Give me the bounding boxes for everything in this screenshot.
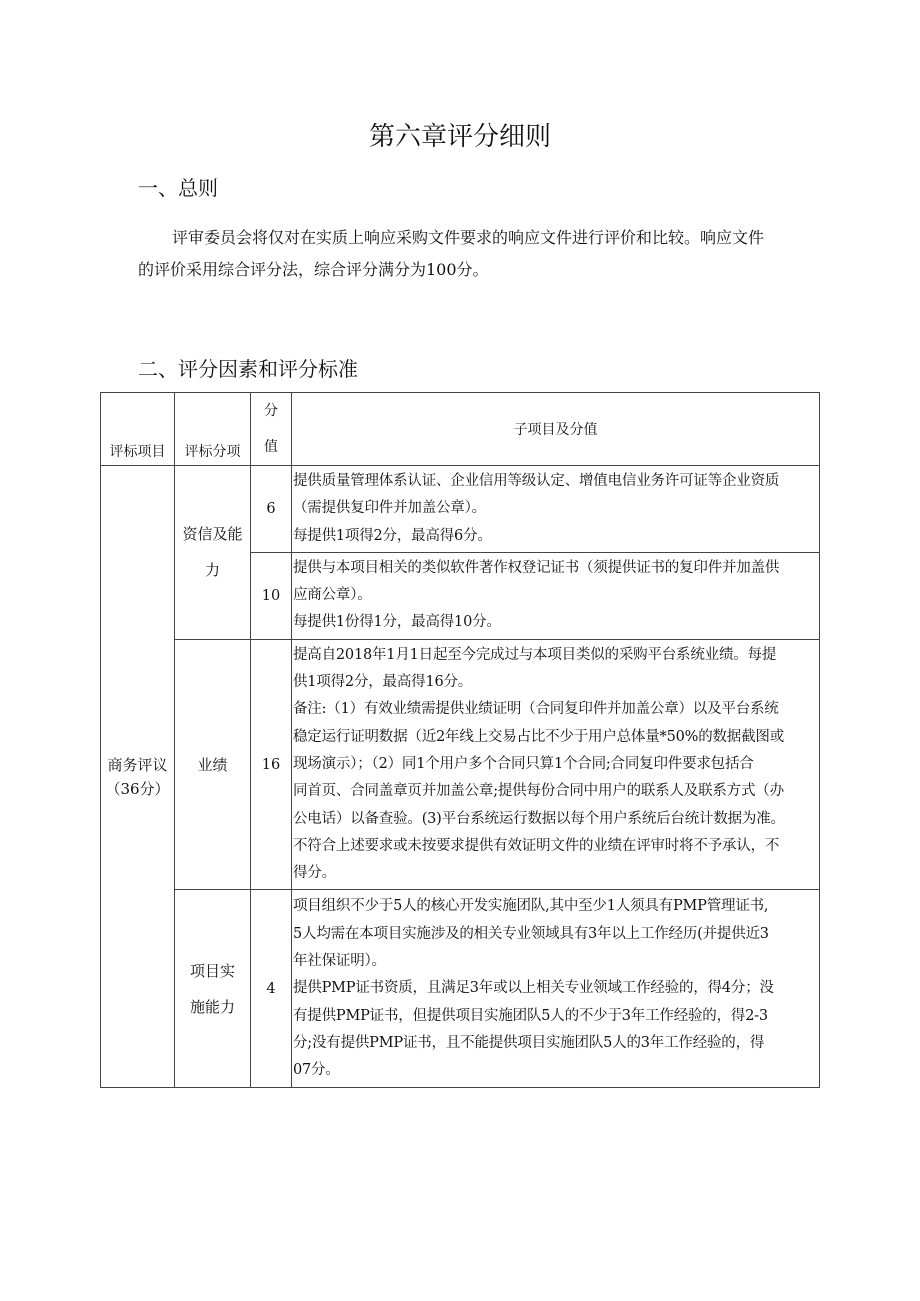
section-heading-general: 一、总则 (138, 176, 218, 200)
score-cell: 10 (251, 552, 292, 639)
header-item: 评标项目 (101, 393, 175, 466)
detail-line: 不符合上述要求或未按要求提供有效证明文件的业绩在评审时将不予承认，不 (293, 837, 780, 854)
detail-line: 稳定运行证明数据（近2年线上交易占比不少于用户总体量*50%的数据截图或 (293, 728, 785, 745)
detail-line: 年社保证明）。 (293, 953, 386, 969)
detail-line: 得分。 (293, 865, 336, 882)
header-detail: 子项目及分值 (292, 393, 820, 466)
table-row (101, 890, 820, 1088)
detail-line: 5人均需在本项目实施涉及的相关专业领域具有3年以上工作经历(并提供近3 (293, 925, 769, 942)
detail-line: 提供PMP证书资质，且满足3年或以上相关专业领域工作经验的，得4分；没 (293, 980, 774, 997)
detail-cell (292, 466, 820, 553)
header-score-1: 分 (264, 403, 278, 419)
sub-cell: 业绩 (175, 639, 251, 890)
detail-line: 每提供1份得1分，最高得10分。 (293, 614, 501, 631)
section-heading-scoring: 二、评分因素和评分标准 (138, 357, 358, 381)
score-cell: 4 (251, 890, 292, 1088)
detail-cell (292, 890, 820, 1088)
page-title: 第六章评分细则 (368, 122, 551, 152)
detail-line: 供1项得2分，最高得16分。 (293, 674, 473, 691)
detail-line: 同首页、合同盖章页并加盖公章;提供每份合同中用户的联系人及联系方式（办 (293, 783, 784, 800)
sub-name: 项目实 (189, 961, 235, 980)
category-cell (101, 466, 175, 1088)
detail-line: 提供质量管理体系认证、企业信用等级认定、增值电信业务许可证等企业资质 (293, 473, 780, 489)
detail-line: 提高自2018年1月1日起至今完成过与本项目类似的采购平台系统业绩。每提 (293, 646, 777, 663)
detail-line: 有提供PMP证书，但提供项目实施团队5人的不少于3年工作经验的，得2-3 (293, 1007, 768, 1024)
sub-name: 施能力 (189, 997, 235, 1016)
general-paragraph (138, 222, 764, 286)
header-score (251, 393, 292, 466)
detail-cell (292, 552, 820, 639)
detail-line: 提供与本项目相关的类似软件著作权登记证书（须提供证书的复印件并加盖供 (293, 559, 780, 576)
detail-line: 分;没有提供PMP证书，且不能提供项目实施团队5人的3年工作经验的，得 (293, 1034, 765, 1051)
table-row (101, 466, 820, 553)
paragraph-line: 评审委员会将仅对在实质上响应采购文件要求的响应文件进行评价和比较。响应文件 (172, 228, 765, 247)
header-score-2: 值 (264, 439, 278, 455)
sub-name: 资信及能 (182, 525, 243, 544)
table-header-row (101, 393, 820, 466)
paragraph-line: 的评价采用综合评分法，综合评分满分为100分。 (138, 260, 489, 279)
detail-line: 备注:（1）有效业绩需提供业绩证明（合同复印件并加盖公章）以及平台系统 (293, 701, 779, 718)
score-cell: 16 (251, 639, 292, 890)
sub-name: 力 (204, 561, 220, 580)
header-sub: 评标分项 (175, 393, 251, 466)
sub-cell (175, 466, 251, 640)
detail-line: 公电话）以备查验。(3)平台系统运行数据以每个用户系统后台统计数据为准。 (293, 810, 785, 827)
detail-cell (292, 639, 820, 890)
detail-line: 项目组织不少于5人的核心开发实施团队,其中至少1人须具有PMP管理证书, (293, 898, 769, 915)
category-name: 商务评议 (107, 755, 168, 774)
detail-line: 每提供1项得2分，最高得6分。 (293, 527, 492, 544)
detail-line: 现场演示）；（2）同1个用户多个合同只算1个合同;合同复印件要求包括合 (293, 755, 754, 772)
score-cell: 6 (251, 466, 292, 553)
detail-line: 07分。 (293, 1062, 340, 1079)
table-row (101, 639, 820, 890)
detail-line: （需提供复印件并加盖公章）。 (293, 500, 486, 517)
sub-cell (175, 890, 251, 1088)
scoring-table (100, 392, 820, 1088)
detail-line: 应商公章）。 (293, 587, 372, 604)
category-score: （36分） (105, 779, 170, 798)
